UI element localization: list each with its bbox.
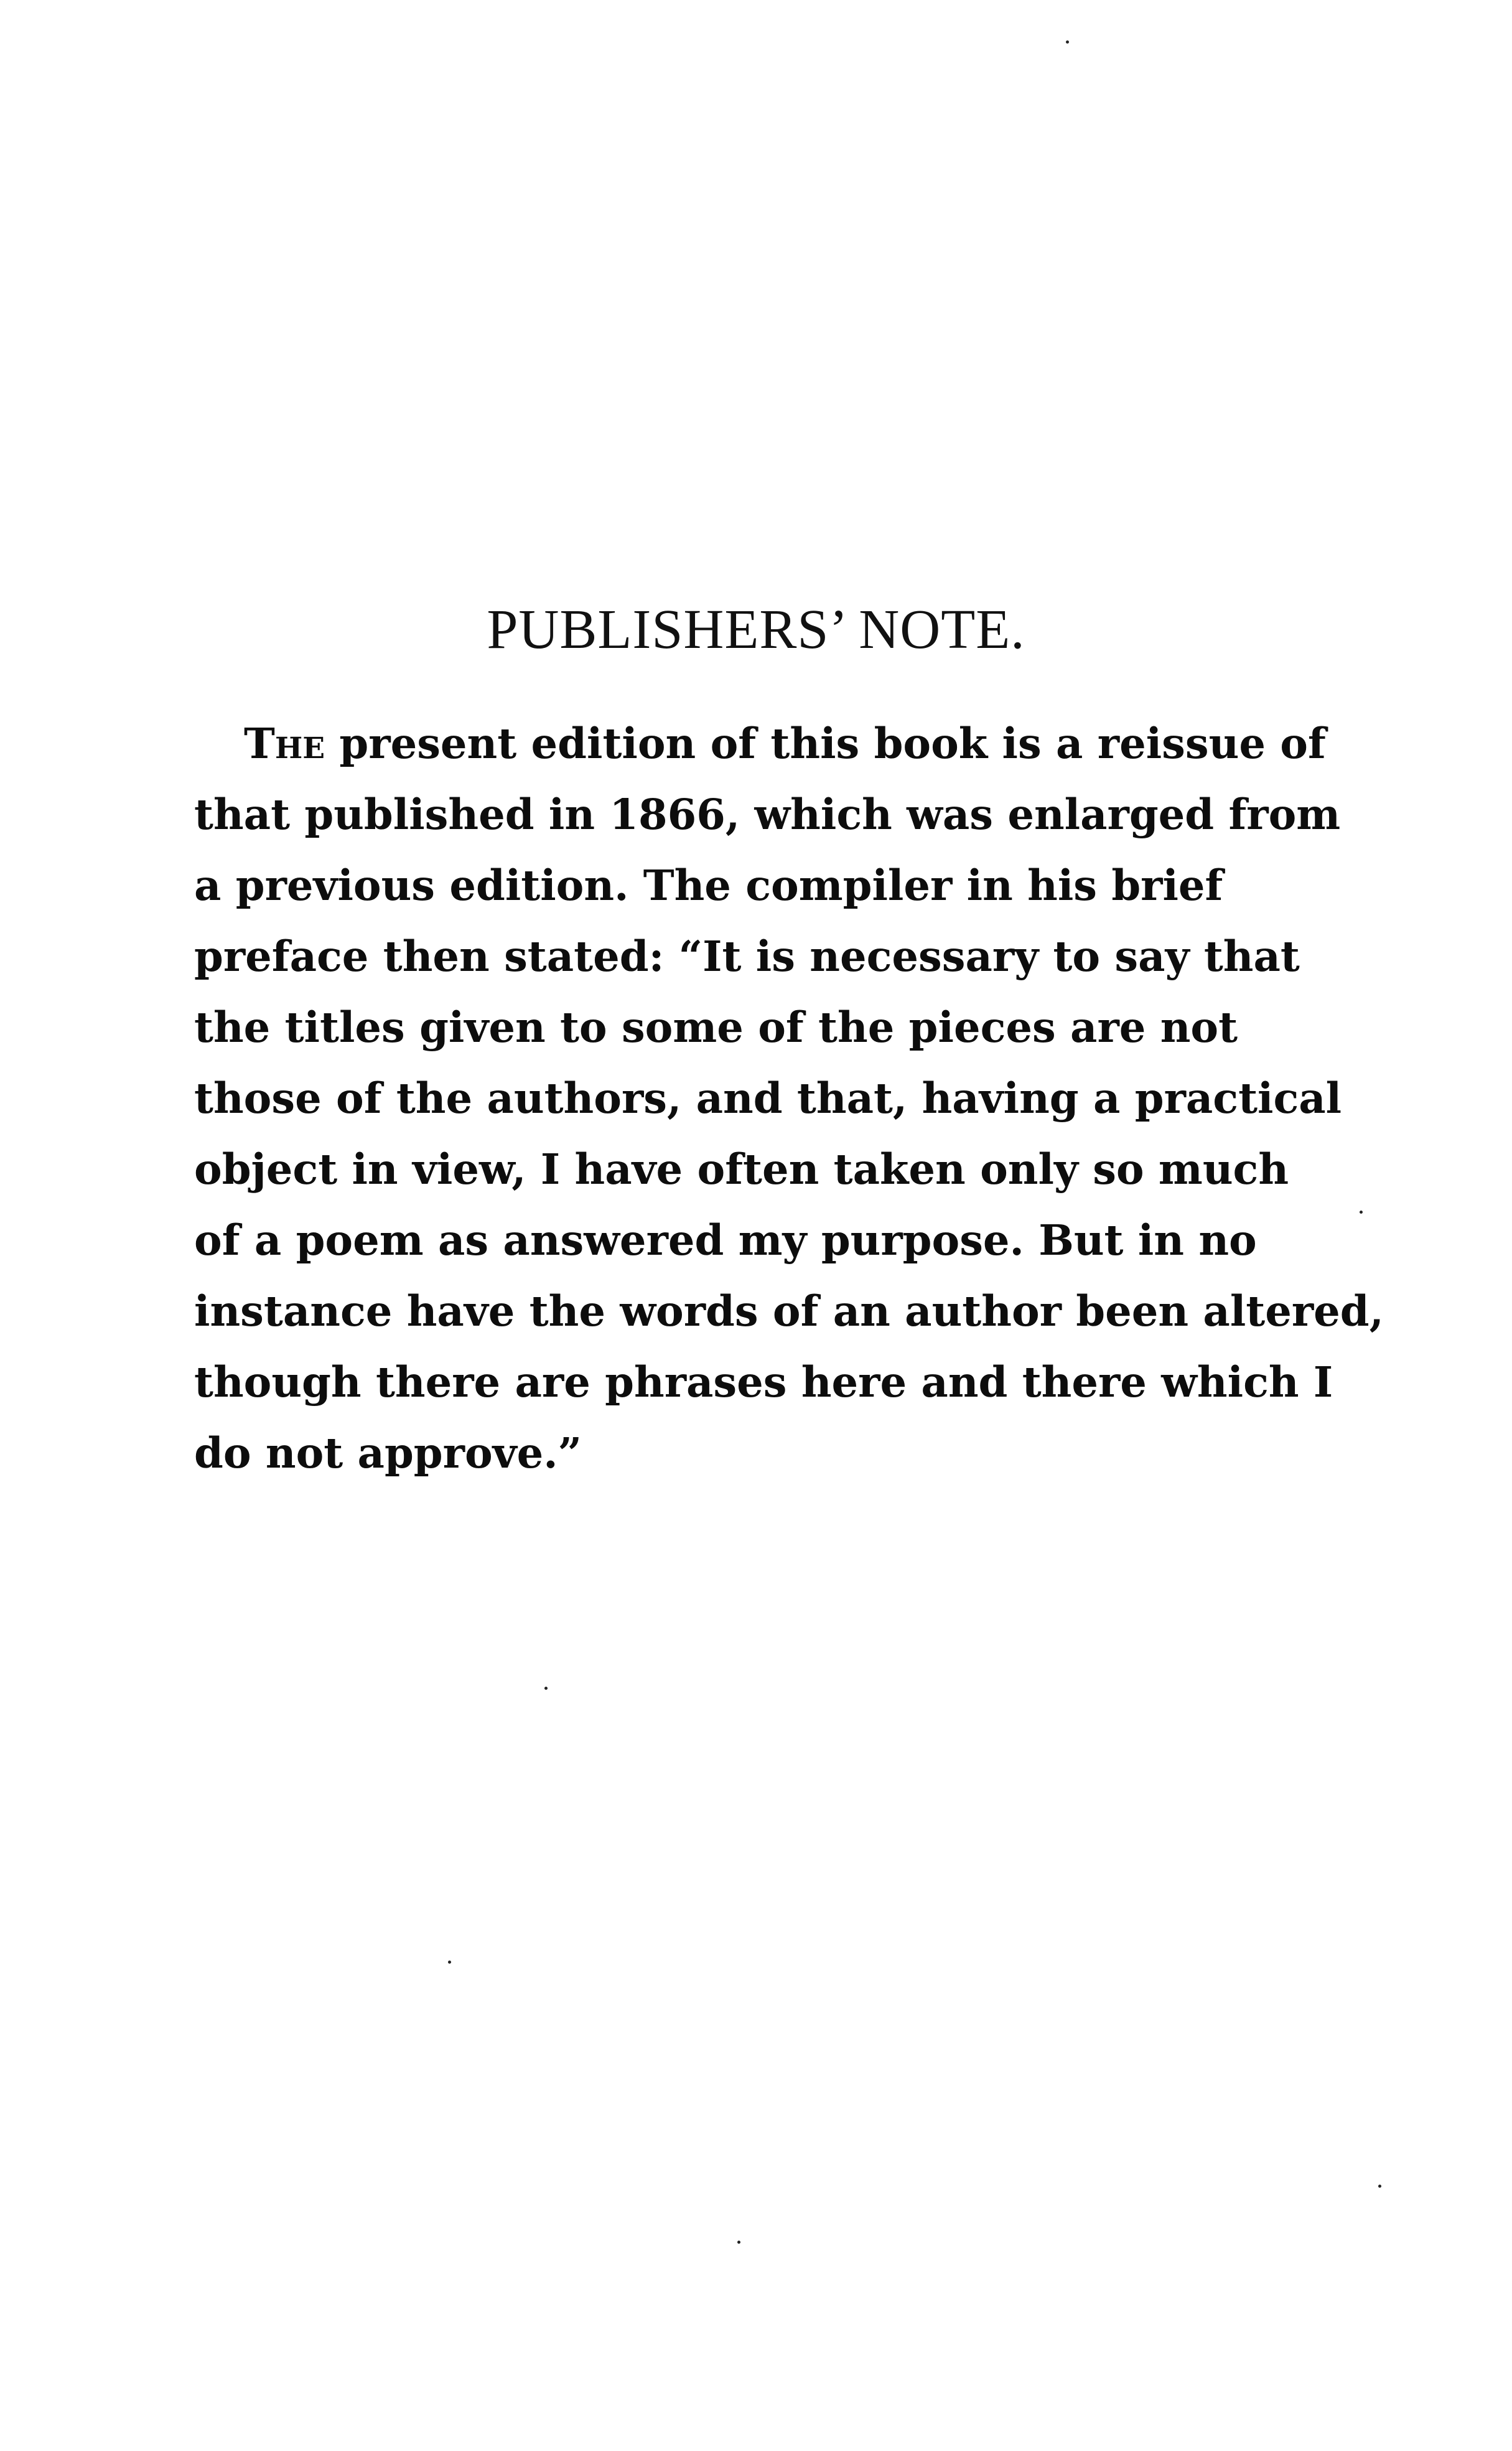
paper-speck xyxy=(1378,2185,1381,2188)
paragraph-line: though there are phrases here and there which I xyxy=(194,1357,1333,1407)
paragraph-line: object in view, I have often taken only so much xyxy=(194,1145,1289,1194)
paragraph-line: preface then stated: “It is necessary to say that xyxy=(194,932,1300,981)
paper-speck xyxy=(737,2241,740,2244)
paragraph-line: of a poem as answered my purpose. But in no xyxy=(194,1216,1257,1265)
paragraph-line: a previous edition. The compiler in his brief xyxy=(194,861,1223,910)
paper-speck xyxy=(1066,40,1069,44)
paragraph-line: that published in 1866, which was enlarged from xyxy=(194,790,1341,839)
paragraph-line xyxy=(244,716,1326,772)
paragraph-line: the titles given to some of the pieces are not xyxy=(194,1003,1238,1052)
paper-speck xyxy=(1360,1211,1363,1214)
page-heading: PUBLISHERS’ NOTE. xyxy=(487,599,1025,660)
paragraph-line: instance have the words of an author been altered, xyxy=(194,1286,1384,1336)
lead-word: The xyxy=(244,719,325,768)
paragraph-line: do not approve.” xyxy=(194,1428,582,1478)
paragraph-line: those of the authors, and that, having a practical xyxy=(194,1074,1342,1123)
paper-speck xyxy=(544,1687,548,1690)
line-text: present edition of this book is a reissue of xyxy=(325,719,1326,768)
paper-speck xyxy=(448,1961,451,1964)
